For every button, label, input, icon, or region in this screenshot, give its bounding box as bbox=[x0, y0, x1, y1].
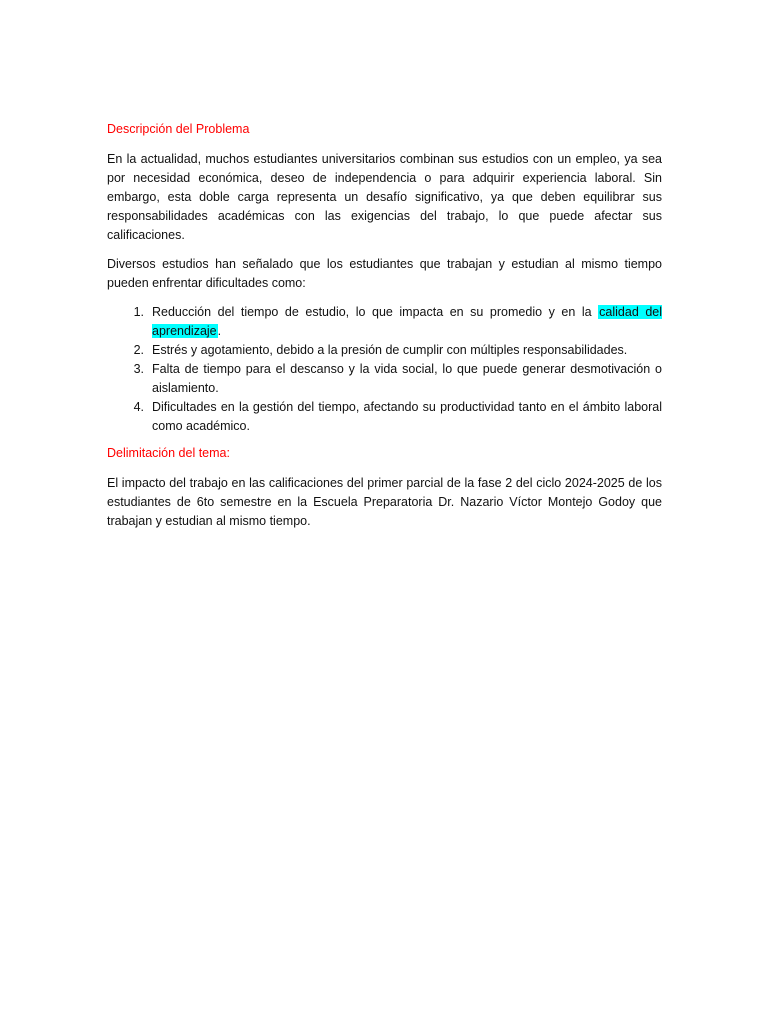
list-item-text: Estrés y agotamiento, debido a la presión de cumplir con múltiples responsabilidades. bbox=[152, 343, 628, 357]
section-heading-problem: Descripción del Problema bbox=[107, 122, 250, 136]
list-item-number: 4. bbox=[133, 400, 144, 414]
difficulties-list bbox=[107, 303, 662, 436]
highlighted-text: calidad del aprendizaje bbox=[152, 305, 663, 338]
problem-paragraph-2: Diversos estudios han señalado que los estudiantes que trabajan y estudian al mismo tiempo pueden enfrentar dificultades como: bbox=[107, 257, 662, 290]
list-item bbox=[107, 398, 662, 436]
list-item-text: Dificultades en la gestión del tiempo, afectando su productividad tanto en el ámbito laboral como académico. bbox=[152, 400, 662, 433]
list-item-text-before: Reducción del tiempo de estudio, lo que impacta en su promedio y en la bbox=[152, 305, 599, 319]
list-item-text-after: . bbox=[217, 324, 222, 338]
list-item-number: 3. bbox=[133, 362, 144, 376]
list-item-text: Falta de tiempo para el descanso y la vida social, lo que puede generar desmotivación o aislamiento. bbox=[152, 362, 662, 395]
list-item bbox=[107, 360, 662, 398]
problem-paragraph-1: En la actualidad, muchos estudiantes universitarios combinan sus estudios con un empleo, ya sea por necesidad económica, deseo de independencia o para adquirir experiencia laboral. Sin embargo, esta doble carga representa un desafío significativo, ya que deben equilibrar sus responsabilidades académicas con las exigencias del trabajo, lo que puede afectar sus calificaciones. bbox=[107, 152, 662, 242]
list-item bbox=[107, 303, 662, 341]
delimitation-paragraph: El impacto del trabajo en las calificaciones del primer parcial de la fase 2 del ciclo 2024-2025 de los estudiantes de 6to semestre en la Escuela Preparatoria Dr. Nazario Víctor Montejo Godoy que trabajan y estudian al mismo tiempo. bbox=[107, 476, 662, 528]
list-item-number: 2. bbox=[133, 343, 144, 357]
list-item bbox=[107, 341, 662, 360]
list-item-text bbox=[152, 303, 662, 341]
list-item-number: 1. bbox=[133, 305, 144, 319]
section-heading-delimitation: Delimitación del tema: bbox=[107, 446, 230, 460]
